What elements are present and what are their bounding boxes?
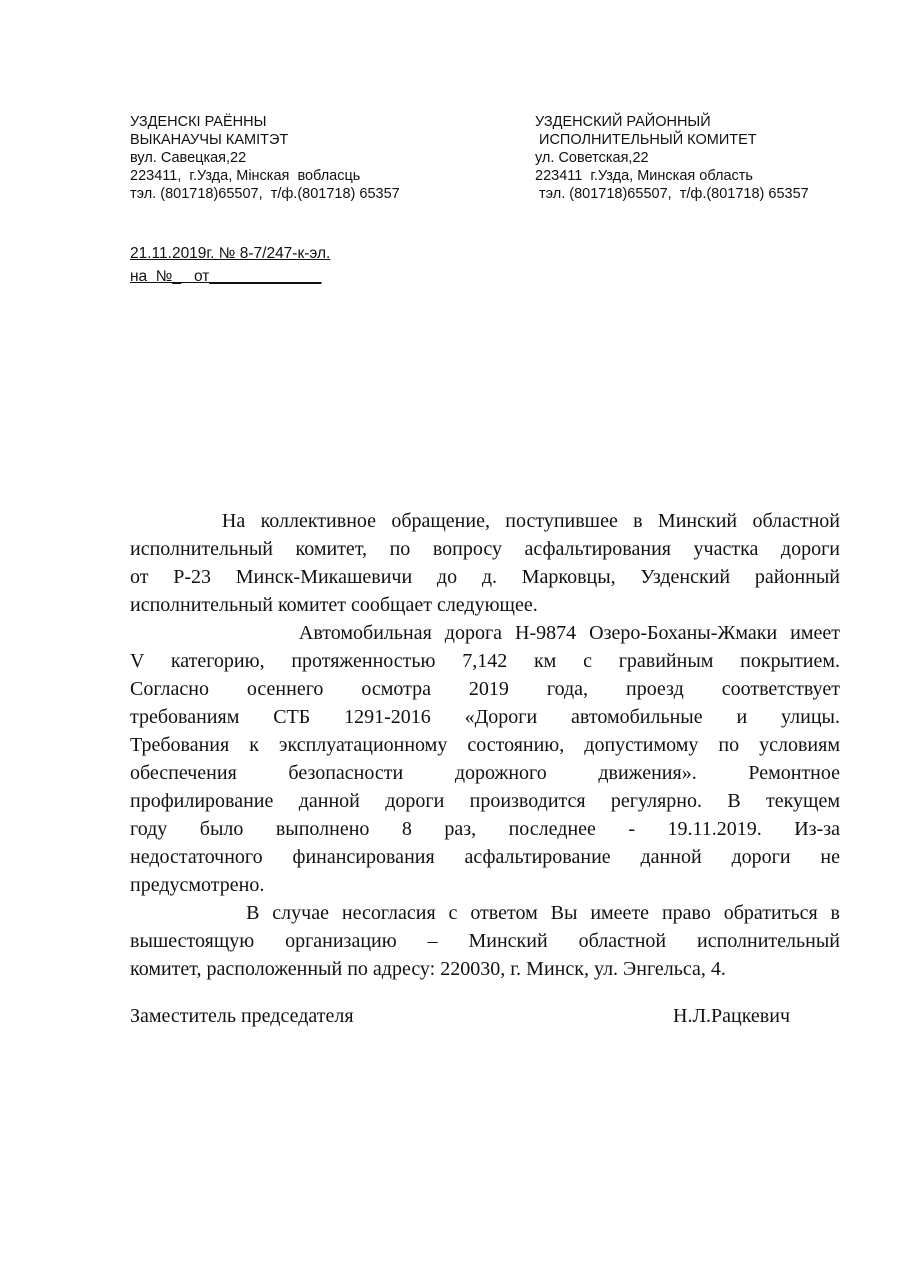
text-line: требованиям СТБ 1291-2016 «Дороги автомобильные и улицы. — [130, 706, 840, 728]
header-line: 223411 г.Узда, Минская область — [535, 168, 753, 184]
text-line: от Р-23 Минск-Микашевичи до д. Марковцы, Узденский районный — [130, 566, 840, 588]
text-line: предусмотрено. — [130, 874, 265, 896]
text-line: обеспечения безопасности дорожного движения». Ремонтное — [130, 762, 840, 784]
text-line: исполнительный комитет сообщает следующее. — [130, 594, 538, 616]
signatory-name: Н.Л.Рацкевич — [673, 1005, 791, 1027]
reference-number: 21.11.2019г. № 8-7/247-к-эл. — [130, 245, 331, 262]
paragraph — [130, 899, 840, 983]
header-line: тэл. (801718)65507, т/ф.(801718) 65357 — [535, 186, 809, 202]
header-russian — [535, 113, 809, 203]
text-line: комитет, расположенный по адресу: 220030, г. Минск, ул. Энгельса, 4. — [130, 958, 726, 980]
header-line: 223411, г.Узда, Мінская вобласць — [130, 168, 361, 184]
signatory-position: Заместитель председателя — [130, 1005, 354, 1027]
text-line: недостаточного финансирования асфальтирование данной дороги не — [130, 846, 840, 868]
paragraph — [130, 619, 840, 899]
text-line: Автомобильная дорога Н-9874 Озеро-Боханы-Жмаки имеет — [130, 622, 840, 644]
text-line: Согласно осеннего осмотра 2019 года, проезд соответствует — [130, 678, 840, 700]
text-line: V категорию, протяженностью 7,142 км с гравийным покрытием. — [130, 650, 840, 672]
letter-body — [130, 507, 840, 983]
text-line: исполнительный комитет, по вопросу асфальтирования участка дороги — [130, 538, 840, 560]
text-line: В случае несогласия с ответом Вы имеете право обратиться в — [130, 902, 840, 924]
text-line: году было выполнено 8 раз, последнее - 19.11.2019. Из-за — [130, 818, 840, 840]
header-line: УЗДЕНСКІ РАЁННЫ — [130, 114, 267, 130]
header-line: ВЫКАНАУЧЫ КАМІТЭТ — [130, 132, 289, 148]
text-line: вышестоящую организацию – Минский областной исполнительный — [130, 930, 840, 952]
text-line: Требования к эксплуатационному состоянию, допустимому по условиям — [130, 734, 840, 756]
text-line: На коллективное обращение, поступившее в Минский областной — [130, 510, 840, 532]
header-line: ул. Советская,22 — [535, 150, 649, 166]
header-line: ИСПОЛНИТЕЛЬНЫЙ КОМИТЕТ — [535, 132, 757, 148]
reply-reference: на №_ от_____________ — [130, 268, 322, 285]
header-line: вул. Савецкая,22 — [130, 150, 247, 166]
header-belarusian — [130, 113, 400, 203]
header-line: тэл. (801718)65507, т/ф.(801718) 65357 — [130, 186, 400, 202]
paragraph — [130, 507, 840, 619]
header-line: УЗДЕНСКИЙ РАЙОННЫЙ — [535, 114, 711, 130]
text-line: профилирование данной дороги производится регулярно. В текущем — [130, 790, 840, 812]
